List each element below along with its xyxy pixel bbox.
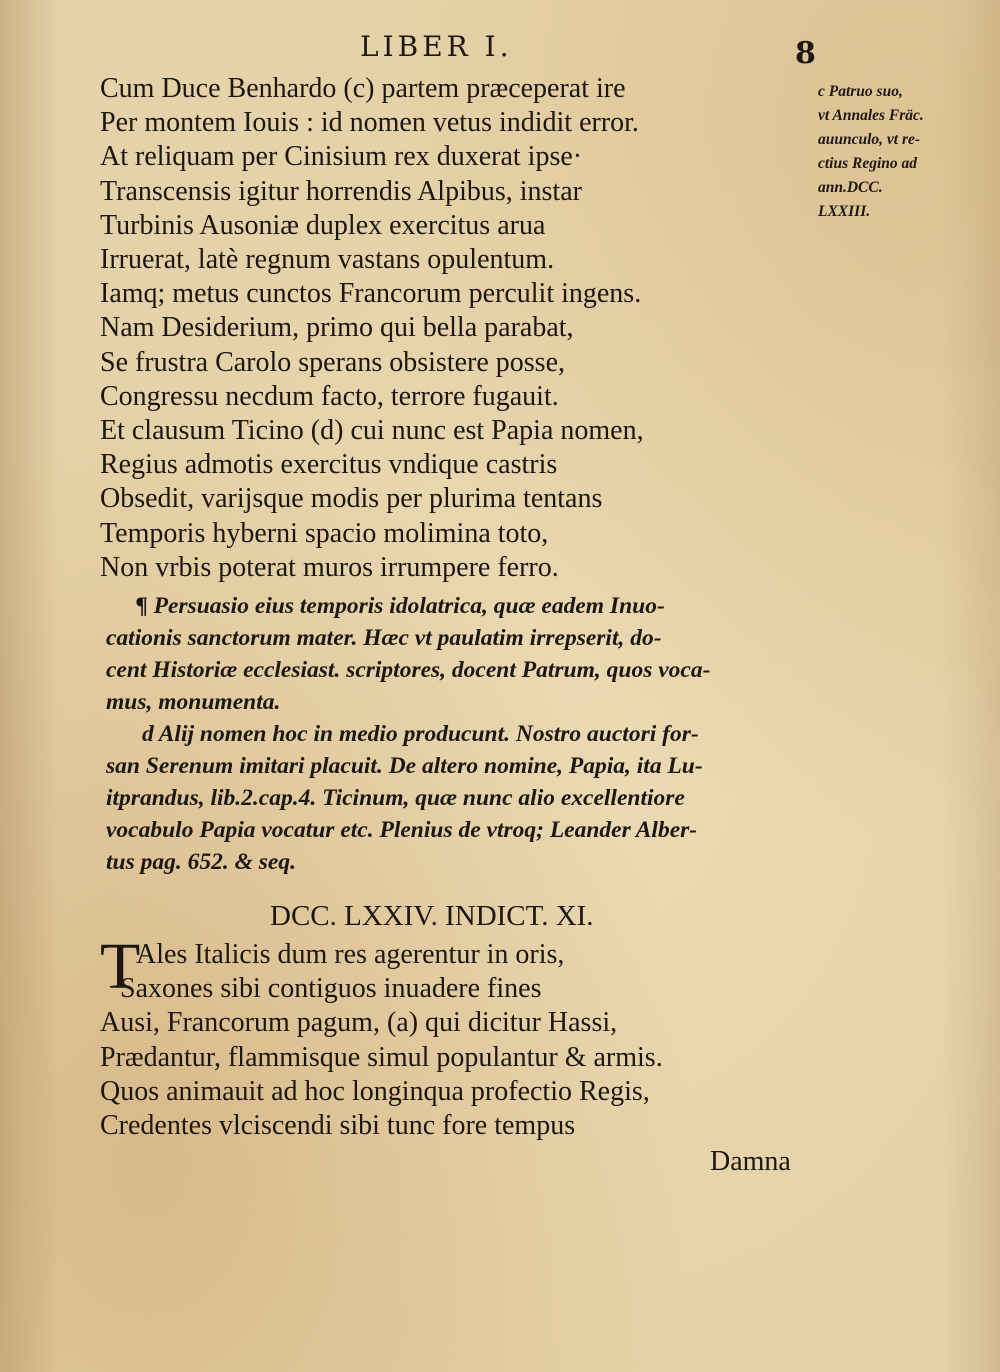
verse-line: Ales Italicis dum res agerentur in oris, <box>136 939 565 970</box>
catchword: Damna <box>710 1146 791 1177</box>
footnote-line: ¶ Persuasio eius temporis idolatrica, quæ eadem Inuo- <box>136 593 665 619</box>
margin-note-line: ann.DCC. <box>818 179 883 196</box>
verse-line: Iamq; metus cunctos Francorum perculit ingens. <box>100 278 642 310</box>
verse-line: Non vrbis poterat muros irrumpere ferro. <box>100 551 559 583</box>
verse-line: Prædantur, flammisque simul populantur & armis. <box>100 1041 663 1073</box>
margin-note-line: ctius Regino ad <box>818 155 918 172</box>
footnote-line: cent Historiæ ecclesiast. scriptores, docent Patrum, quos voca- <box>106 657 711 683</box>
verse-line: Ausi, Francorum pagum, (a) qui dicitur Hassi, <box>100 1007 618 1039</box>
verse-line: Regius admotis exercitus vndique castris <box>100 449 558 481</box>
verse-line: Per montem Iouis : id nomen vetus indidit error. <box>100 107 639 139</box>
year-heading: DCC. LXXIV. INDICT. XI. <box>270 900 594 932</box>
verse-line: Saxones sibi contiguos inuadere fines <box>120 973 542 1005</box>
verse-line: Nam Desiderium, primo qui bella parabat, <box>100 312 574 344</box>
margin-note-line: LXXIII. <box>818 203 871 220</box>
verse-line: Congressu necdum facto, terrore fugauit. <box>100 380 559 412</box>
verse-line: Temporis hyberni spacio molimina toto, <box>100 517 549 549</box>
footnote-line: cationis sanctorum mater. Hæc vt paulatim irrepserit, do- <box>106 625 662 651</box>
verse-line: Credentes vlciscendi sibi tunc fore tempus <box>100 1110 576 1142</box>
verse-block-2 <box>100 938 800 1143</box>
footnote-line: vocabulo Papia vocatur etc. Plenius de vtroq; Leander Alber- <box>106 817 698 843</box>
page-number: 8 <box>795 36 816 71</box>
running-head: LIBER I. <box>360 30 513 63</box>
footnote-line: mus, monumenta. <box>106 689 281 715</box>
verse-line: Irruerat, latè regnum vastans opulentum. <box>100 244 555 276</box>
footnote-line: tus pag. 652. & seq. <box>106 849 296 875</box>
footnote-line: itprandus, lib.2.cap.4. Ticinum, quæ nunc alio excellentiore <box>106 785 685 811</box>
verse-block-1 <box>100 72 800 585</box>
footnote-line: san Serenum imitari placuit. De altero nomine, Papia, ita Lu- <box>106 753 703 779</box>
verse-line: Cum Duce Benhardo (c) partem præceperat ire <box>100 73 626 104</box>
verse-line: Turbinis Ausoniæ duplex exercitus arua <box>100 209 546 241</box>
footnote-line: d Alij nomen hoc in medio producunt. Nostro auctori for- <box>142 721 699 747</box>
verse-line: Et clausum Ticino (d) cui nunc est Papia nomen, <box>100 415 644 447</box>
margin-note-line: c Patruo suo, <box>818 83 903 100</box>
verse-line: Se frustra Carolo sperans obsistere posse, <box>100 346 566 378</box>
verse-line: Quos animauit ad hoc longinqua profectio Regis, <box>100 1075 650 1107</box>
margin-note-line: auunculo, vt re- <box>818 131 921 148</box>
verse-line: At reliquam per Cinisium rex duxerat ipse· <box>100 141 583 173</box>
verse-line: Transcensis igitur horrendis Alpibus, instar <box>100 175 582 207</box>
verse-line: Obsedit, varijsque modis per plurima tentans <box>100 483 603 515</box>
margin-note-line: vt Annales Fräc. <box>818 107 924 124</box>
footnotes <box>106 590 816 878</box>
margin-note <box>818 80 988 224</box>
drop-cap: T <box>100 930 141 1003</box>
